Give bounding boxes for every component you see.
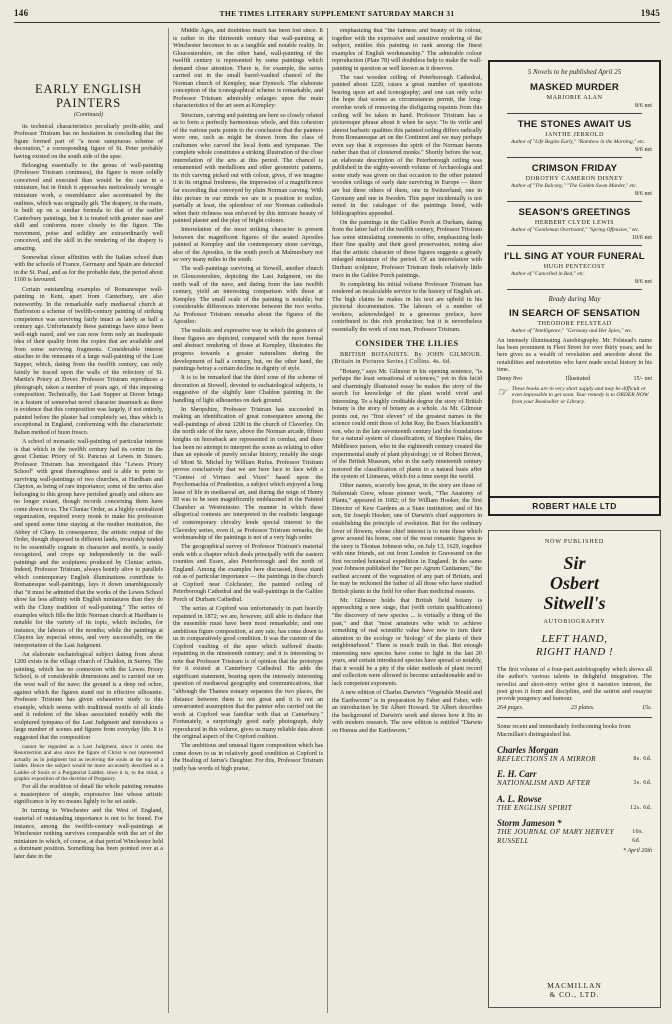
masthead [14,6,660,22]
article-paragraph: For all the erudition of detail the whole painting remains a masterpiece of simple, expressive line whose artistic significance is by no means lightly to be set aside. [14,784,163,806]
macmillan-book-entry [497,745,652,763]
divider [507,157,642,158]
review-book-title: BRITISH BOTANISTS. By JOHN GILMOUR. (Britain in Pictures Series.) Collins. 4s. 6d. [332,351,482,366]
review-paragraph: Other names, scarcely less great, in the story are those of Nehemiah Grew, whose pioneer work, "The Anatomy of Plants," appeared in 1682; of Sir William Hooker, the first Director of Kew Gardens as a State institution; and of his son, Sir Joseph Hooker, one of Darwin's chief supporters in establishing the principle of evolution. But for the ordinary lover of flowers, whose chief interest is to note those which grow around his home, one of the most romantic figures in the story is Thomas Johnson who, on July 13, 1629, together with nine friends, set out from London to Gravesend on the first recorded botanical expedition in England. In the same year Johnson published the "Iter per Agrum Cantianum," the earliest account of the vegetation of any part of Britain, and he may be reckoned the father of all those who have studied British plants in the field for other than medicinal reasons. [332,483,482,595]
book-price: 9/6 net [634,146,652,153]
article-paragraph: On the paintings in the Galilee Porch at Durham, dating from the latter half of the twelfth century, Professor Tristram has some stimulating comments to offer, emphasizing both their fine quality and their good preservation, noting also that the artistic character of these figures suggests a greatly enlarged miniature of the period. Of an interrelation with Durham sculpture, Professor Tristram finds relatively little trace in the Galilee Porch paintings. [332,219,482,279]
book-author: HERBERT CLYDE LEWIS [534,219,615,226]
column-divider [168,28,169,1013]
book-extra: Author of "Gentleman Overboard," "Spring Offensive," etc. [511,227,640,233]
book-description: The first volume of a four-part autobiography which shows all the author's various talents in delightful integration. The novelist and short-story writer give it narrative interest, the poet gives it form and discipline, and the satirist and essayist provide pungency and humour. [497,667,652,703]
article-paragraph: The realistic and expressive way in which the gestures of these figures are depicted, compared with the more formal and abstract rendering of those at Kempley, illustrates the progress towards a greater naturalism during the development of half a century, but, on the other hand, the paintings betray a certain decline in dignity of style. [173,328,323,373]
article-paragraph: In turning to Winchester and the West of England, material of outstanding importance is not to be found. For instance, among the twelfth-century wall-paintings at Winchester nothing survives comparable with the art of the miniature in which, of course, at that period Winchester held a dominant position. Something has been pointed over at a later date in the [14,808,163,860]
book-details: 264 pages. 23 plates. 15s. [497,705,652,712]
article-paragraph: its technical characteristics peculiarly profit-able; and Professor Tristram has no hesitation in concluding that the figure formed part of "a most sumptuous scheme of decoration," a corresponding figure of St. Peter probably having existed on the south side of the apse. [14,123,163,160]
macmillan-book-entry [497,818,652,845]
article-paragraph: Belonging essentially to the genus of wall-painting (Professor Tristram continues), the figure is more solidly conceived and executed than would be the case in a miniature, but in finish it approaches meticulously wrought miniature work, a resemblance also accentuated by the outlines, which was originally gilt. The drapery, in the main, is built up on a similar formula to that of the earlier Canterbury paintings, but it is treated with greater ease and skill and conforms more closely to the figure. The movement, poise and solidity are extraordinarily well conceived, and the skill in the rendering of the drapery is amazing. [14,162,163,252]
divider [507,289,642,290]
book-price: 8/6 net [634,278,652,285]
feature-extra: Author of "Intelligence," "Germany and Her Spies," etc. [511,328,633,334]
article-paragraph: Middle Ages, and doubtless much has been lost since. It is rather in the thirteenth century that wall-painting at Winchester becomes to us a tangible and notable reality. In Gloucestershire, on the other hand, wall-painting of the twelfth century is represented by some paintings which demand close attention. There is, for example, the series carried out in the small barrel-vaulted chancel of the Norman church of Kempley, near Dymock. The elaborate conception of the iconographical scheme is remarkable, and Professor Tristram admirably enlarges upon the main characteristics of the art seen at Kempley: [173,28,323,110]
book-author: MARJORIE ALAN [546,94,603,101]
article-paragraph: The geographical survey of Professor Tristram's material ends with a chapter which deals principally with the eastern counties and Essex, also Peterborough and the north of England. Among the examples here discussed, those stand out as of particular importance — the paintings in the church at Copford near Colchester, the painted ceiling of Peterborough Cathedral and the wall-paintings in the Galilee Porch of Durham Cathedral. [173,544,323,603]
review-paragraph: A new edition of Charles Darwin's "Vegetable Mould and the Earthworm" is in preparation by Faber and Faber, with an introduction by Sir Albert Howard. Sir Albert describes the background of Darwin's work and shows how it fits in with modern research. The new edition is entitled "Darwin on Humus and the Earthworm." [332,689,482,734]
entry-price: 3s. 6d. [633,780,652,787]
article-paragraph: emphasizing that "the fairness and beauty of its colour, together with the expressive and sensitive rendering of the subject, entitles this painting to rank among the finest examples of English workmanship." The admirable colour reproduction (Plate 78) will doubtless help to make the wall-painting in question as well known as it deserves. [332,28,482,72]
entry-title: THE JOURNAL OF MARY HERVEY RUSSELL [497,828,615,845]
article-paragraph: Certain outstanding examples of Romanesque wall-painting in Kent, apart from Canterbury, are also noteworthy. In the remarkable early mediaeval church at Barfreston a scheme of twelfth-century painting of striking competence was surviving fairly intact as lately as half a century ago. Unfortunately these paintings have since been well-nigh razed, and we can now form only an inadequate idea of their quality from the copies that are available and from some surviving fragments. Considerable interest attaches to the remnants of a large wall-painting of the Last Supper, which, dating from the twelfth century, can only faintly be traced upon the walls of the refectory of St. Martin's Priory at Dover. Professor Tristram reproduces a photograph, taken a number of years ago, of this imposing composition. Technically, the Last Supper at Dover brings in a feature of somewhat novel character inasmuch as there is evidence that this composition was largely, if not entirely, painted before the plaster had completely set, thus which is exceptional in England, conforming with the characteristic Italian method of buon fresco. [14,286,163,436]
divider [507,201,642,202]
book-extra: Author of "Life Begins Early," "Rainbow in the Morning," etc. [511,139,646,145]
page-number: 146 [14,8,29,18]
book-price: 10/6 net [631,234,652,241]
ad-book-entry [497,163,652,197]
entry-author: Charles Morgan [497,745,559,756]
ad-notice: 5 Novels to be published April 25 [527,68,622,76]
feature-author: THEODORE FELSTEAD [537,320,612,327]
article-column-2 [173,28,323,1013]
book-price: 8/6 net [634,190,652,197]
book-title: CRIMSON FRIDAY [531,163,618,174]
feature-title: IN SEARCH OF SENSATION [508,308,641,319]
pointing-hand-icon: ☞ [497,385,508,400]
entry-price: 8s. 6d. [633,756,652,763]
book-title: THE STONES AWAIT US [517,119,632,130]
masthead-rule [14,22,660,23]
entry-author: Storm Jameson * [497,818,562,829]
divider [497,717,652,718]
volume-label: AUTOBIOGRAPHY [543,619,606,625]
article-paragraph: The vast wooden ceiling of Peterborough Cathedral, painted about 1220, raises a great number of questions bearing upon art and iconography; and one can only echo the hope that scenes as circumstances permit, the long-overdue work of removing the disfiguring repaints from this ceiling will be taken in hand. Professor Tristram has a picturesque phrase about it when he says: "In its virile and almost barbaric qualities this painted ceiling differs radically from Romanesque art on the Continent and we may perhaps even say that it expresses the spirit of the Norman barons rather than that of cloistered monks." Shortly before the war, an elaborate description of the Peterborough ceiling was published in the eighty-seventh volume of Archaeologia and some study was given on that occasion to the other painted wooden ceilings of early date surviving in Europe — there are but three others of them, one in Switzerland, one in Germany and one in Sweden. This paper incidentally is not noted in the catalogue of the paintings listed, with bibliographies appended. [332,74,482,217]
article-column-1 [14,28,163,1013]
recent-books-intro: Some recent and immediately forthcoming books from Macmillan's distinguished list. [497,724,631,738]
review-paragraph: Mr. Gilmour holds that British field botany is approaching a new stage, that (with certain qualifications) "the discovery of new species ... is virtually a thing of the past," and that "most amateurs who wish to achieve something of real scientific value have now to turn their attention to the ecology or 'biology' of the plants of their neighbourhood." There is much truth in that. But enough interesting new species have come to light in the last 20 years, and certain introduced species have spread so notably, that it would be a pity if the older methods of plant record and collection were allowed to become unfashionable and to lack competent exponents. [332,597,482,687]
article-paragraph: Interrelation of the most striking character is present between the magnificent figures of the seated Apostles painted at Kempley and the contemporary stone carvings, also of the Apostles, in the south porch at Malmesbury not so very many miles to the south. [173,227,323,264]
ad-book-entry [497,82,652,109]
divider [507,245,642,246]
macmillan-book-entry [497,769,652,787]
article-paragraph: It is to be remarked that the third zone of the scheme of decoration at Stowell, devoted to eschatological subjects, is suggestive of the slightly later Chaldon painting in the handling of light silhouettes on dark ground. [173,375,323,404]
ad-book-entry [497,207,652,241]
book-title: I'LL SING AT YOUR FUNERAL [504,251,645,262]
masthead-year: 1945 [640,8,660,18]
publisher-name: MACMILLAN & CO., LTD. [547,981,602,999]
ready-note: Ready during May [548,295,601,303]
advertisement-robert-hale [488,60,661,516]
entry-title-row [497,804,652,812]
order-note: ☞ These books are in very short supply and may be difficult or even impossible to get soon. Your remedy is to ORDER NOW from your Bookseller or Library. [497,385,649,405]
entry-title: REFLECTIONS IN A MIRROR [497,755,596,764]
article-paragraph: A school of monastic wall-painting of particular interest is that which in the twelfth century had its centre in the great Cluniac Priory of St. Pancras at Lewes in Sussex. Professor Tristram has investigated this "Lewes Priory School" with great thoroughness and is able to point to surviving wall-paintings of two churches, at Hardham and Clayton, as being of rare importance; some of the series also belonging to this group have perished greatly and others are no longer extant, though records concerning them have come down to us. The Cluniac Order, as a highly centralized organization, required every monk to make his profession and spend some time staying at the mother institution, the Abbey of Cluny. In consequence, the artistic output of the Order, though dispersed in different lands, invariably tended to be essentially cognate in character and motifs, is easily recognized, and crops up independently in the wall-paintings and the sculptures produced by Cluniac artists. Indeed, Professor Tristram, always keenly alive to parallels which contemporary English illuminations contribute to Romanesque wall-paintings, lays it down unambiguously that "it must be admitted that the works of the Lewes School show far less affinity with English miniatures than they do with the Cluny tradition of wall-painting." The series of examples which fills the little Norman church at Hardham is notable for the variety of its topic, which includes, for instance, the labours of the months; while the paintings at Clayton lay especial stress, and very successfully, on the interpretation of the Last Judgment. [14,438,163,649]
article-paragraph: Structure, carving and painting are here so closely related as to form a perfectly harmonious whole, and this cohesion of the various parts points to the conclusion that the painters were one, such as might be drawn from the class of craftsmen who carved the local fonts and tympanae. The complete whole constitutes a striking illustration of the close interrelation of the arts at this period. The chancel is ornamented with medallions and other geometric patterns, its rich carving picked out with colour, gives, if we imagine it in its original freshness, the impression of a magnificence far exceeding that conveyed by plain Norman carving. With this picture in our minds we are in a position to realize, partially at least, the splendour of our Norman cathedrals when their richness was enforced by this intricate beauty of painted plaster and the play of bright colours. [173,112,323,225]
feature-format: Demy 8vo Illustrated 15/- net [497,376,652,383]
advertisement-macmillan [488,530,661,1008]
feature-blurb: An intensely illuminating Autobiography. Mr. Felstead's name has been prominent in Fleet Street for over thirty years; and he here gives us a wealth of revelation and anecdote about the notabilities and notorieties who have made social history in his time. [497,338,652,373]
now-published: NOW PUBLISHED [544,539,605,545]
book-extra: Author of "Cancelled in Red," etc. [511,271,585,277]
review-headline: CONSIDER THE LILIES [355,339,459,349]
review-paragraph: "Botany," says Mr. Gilmour in his opening sentence, "is perhaps the least sensational of sciences," yet in this lucid and charmingly illustrated essay he makes the story of the search for knowledge of the plant world vivid and interesting. To a highly creditable degree the story of British botany is the story of botany as a whole. As Mr. Gilmour points out, no "first eleven" of the greatest names in the science could omit those of John Ray, the Essex blacksmith's son, who in the late seventeenth century laid the foundations for a natural system of classification; of Stephen Hales, the Middlesex parson, who in the eighteenth century created the experimental study of plant physiology; or of Robert Brown, of the British Museum, who in the early nineteenth century restored the classification of plants to a natural basis after the system of Linnaeus, which for a time swept the world. [332,368,482,481]
entry-title-row [497,779,652,787]
article-paragraph: In Shropshire, Professor Tristram has succeeded in making an identification of great consequence among the wall-paintings of about 1200 in the church of Claverley. On the north side of the nave, above the Norman arcade, fifteen knights on horseback are represented in combat, and there has been no attempt to interpret the scene as relating to other than an episode of purely secular history, notably the siege of Mont St. Michel by William Rufus. Professor Tristram proves conclusively that we are here face to face with a "Contest of Virtues and Vices" based upon the Psychomachia of Prudentius, a subject which enjoyed a long lease of life in mediaeval art, and during the reign of Henry III was to be seen magnificently emblazoned in the Painted Chamber at Westminster. The manner in which these allegorical contests are interpreted in the realistic language of contemporary chivalry lends special interest to the Claverley series, even if, as Professor Tristram remarks, the workmanship of the paintings is not of a very high order. [173,406,323,542]
book-author: DOROTHY CAMERON DISNEY [525,175,624,182]
entry-title: NATIONALISM AND AFTER [497,779,591,788]
publisher-name: ROBERT HALE LTD [490,496,659,514]
entry-author: E. H. Carr [497,769,537,780]
continued-label: (Continued) [74,112,103,118]
article-column-3 [332,28,482,1013]
book-title: LEFT HAND, RIGHT HAND ! [535,633,614,658]
entry-title-row [497,755,652,763]
entry-price: 12s. 6d. [629,804,652,811]
book-title: SEASON'S GREETINGS [518,207,631,218]
article-paragraph: Somewhat closer affinities with the Italian school than with the schools of France, Germany and Spain are detected in the St. Paul, and as for the probable date, the period about 1160 is favoured. [14,254,163,284]
ad-book-entry [497,119,652,153]
article-headline: EARLY ENGLISH PAINTERS [35,82,142,110]
entry-title-row [497,828,652,845]
article-paragraph: The ambitious and unusual figure composition which has come down to us in relatively good condition at Copford is the Healing of Jairus's Daughter. For this, Professor Tristram justly has words of high praise, [173,743,323,772]
book-extra: Author of "The Balcony," "The Golden Swan Murder," etc. [511,183,638,189]
footnote: cannot be regarded as a Last Judgment, since it omits the Resurrection and also since the figure of Christ is not represented actually as in judgment but as receiving the souls at the top of a ladder. Hence the subject would be more accurately described as a Ladder of Souls or a Purgatorial Ladder, since it is, to the mind, a graphic exposition of the doctrine of Purgatory. [14,743,163,783]
article-paragraph: The series at Copford was unfortunately in part heavily repainted in 1872; we are, however, still able to deduce that the ensemble must have been most remarkable; and one ambitious figure composition, at any rate, has come down to us in comparatively good condition. It was the custom of the Copford vaulting of the apse which suffered drastic repainting in the nineteenth century; and it is interesting to note that Professor Tristram is of opinion that the prototype for it existed at Canterbury Cathedral. He adds the significant statement, bearing upon the intensely interesting question of mediaeval geography and communications, that "although the Thames estuary separates the two places, the distance between them is not great and it is not an unwarranted assumption that the painter who carried out the work at Copford was familiar with that at Canterbury." Fortunately, a surprisingly good early photograph, duly reproduced in this volume, gives us many reliable data about the original aspect of the Copford cushion. [173,606,323,741]
date-note: * April 20th [623,848,652,855]
book-author: HUGH PENTECOST [543,263,606,270]
book-price: 8/6 net [634,102,652,109]
entry-title: THE ENGLISH SPIRIT [497,803,573,812]
book-author: JANTHE JERROLD [544,131,605,138]
column-divider [327,28,328,1013]
book-title: MASKED MURDER [530,82,619,93]
divider [507,113,642,114]
sitwell-name: Sir Osbert Sitwell's [543,553,606,613]
article-paragraph: In completing his initial volume Professor Tristram has rendered an incalculable service to the history of English art. The high claims he makes in his text are upheld in his pictorial documentation. The labours of a number of workers, acknowledged in a generous preface, have contributed to this rich production; but it is nevertheless essentially the work of one man, Professor Tristram. [332,281,482,333]
article-paragraph: The wall-paintings surviving at Stowell, another church in Gloucestershire, depicting the Last Judgment, on the north wall of the nave, and dating from the late twelfth century, yield an interesting comparison with those at Kempley. The small scale of the painting is notable; but considerable differences intervene between the two works. As Professor Tristram remarks about the figures of the Apostles: [173,266,323,326]
macmillan-book-entry [497,794,652,812]
entry-author: A. L. Rowse [497,793,542,804]
entry-price: 10s. 6d. [632,829,644,844]
ad-book-entry [497,251,652,285]
article-paragraph: An elaborate eschatological subject dating from about 1200 exists in the village church of Chaldon, in Surrey. The painting, which has no connexion with the Lewes Priory School, is of considerable dimensions and is carried out on the west wall of the nave; the ground is a deep red ochre, against which the figures stand out in effective silhouette. Professor Tristram has given exhaustive study to this example, which seems with traditional motifs of all kinds and it redolent of the ideas associated notably with the sculptured tympana of the Last Judgment and introduces a large number of scenes and figures from everyday life. It is suggested that the composition [14,651,163,741]
masthead-title: THE TIMES LITERARY SUPPLEMENT SATURDAY MARCH 31 [219,9,455,18]
